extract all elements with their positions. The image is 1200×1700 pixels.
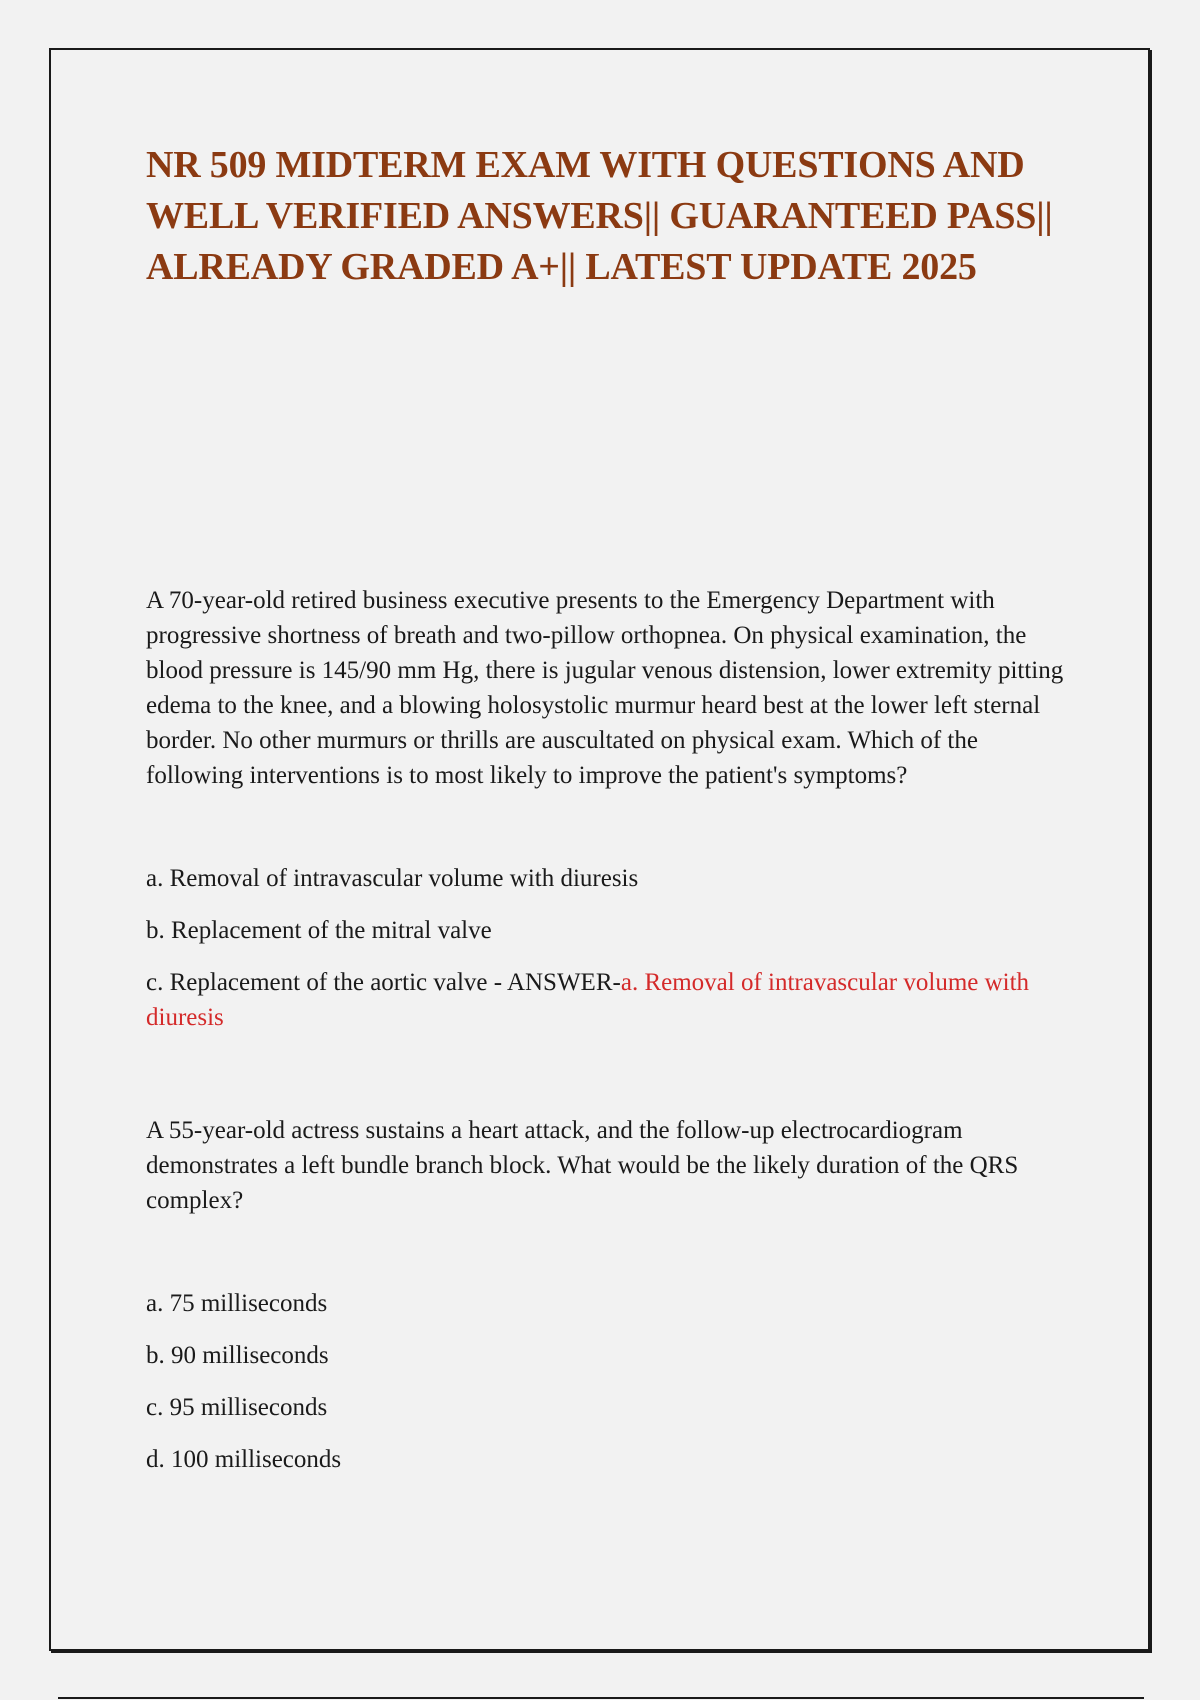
question-2-stem: A 55-year-old actress sustains a heart attack, and the follow-up electrocardiogram demonstrates a left bundle branch block. What would be the likely duration of the QRS complex? bbox=[146, 1117, 1019, 1214]
question-1 bbox=[146, 583, 1076, 1035]
question-1-option-a: a. Removal of intravascular volume with diuresis bbox=[146, 865, 639, 892]
question-2-option-c: c. 95 milliseconds bbox=[146, 1394, 328, 1421]
question-1-stem: A 70-year-old retired business executive presents to the Emergency Department with progressive shortness of breath and two-pillow orthopnea. On physical examination, the blood pressure is 145/90 mm Hg, there is jugular venous distension, lower extremity pitting edema to the knee, and a blowing holosystolic murmur heard best at the lower left sternal border. No other murmurs or thrills are auscultated on physical exam. Which of the following interventions is to most likely to improve the patient's symptoms? bbox=[146, 587, 1064, 789]
document-content bbox=[146, 140, 1076, 1494]
question-2 bbox=[146, 1113, 1076, 1477]
question-2-option-b: b. 90 milliseconds bbox=[146, 1342, 329, 1369]
question-1-options bbox=[146, 861, 1076, 1035]
question-2-option-a: a. 75 milliseconds bbox=[146, 1290, 328, 1317]
question-2-options bbox=[146, 1286, 1076, 1477]
question-1-option-c: c. Replacement of the aortic valve - ANSWER- bbox=[146, 969, 621, 996]
question-2-option-d: d. 100 milliseconds bbox=[146, 1446, 342, 1473]
question-1-option-b: b. Replacement of the mitral valve bbox=[146, 917, 492, 944]
next-page-top-edge bbox=[58, 1697, 1144, 1699]
document-title: NR 509 MIDTERM EXAM WITH QUESTIONS AND WELL VERIFIED ANSWERS|| GUARANTEED PASS|| ALREADY GRADED A+|| LATEST UPDATE 2025 bbox=[146, 144, 1053, 288]
question-1-answer: a. Removal of intravascular volume with diuresis bbox=[146, 969, 1030, 1031]
question-1-option-c-with-answer bbox=[146, 965, 1076, 1035]
